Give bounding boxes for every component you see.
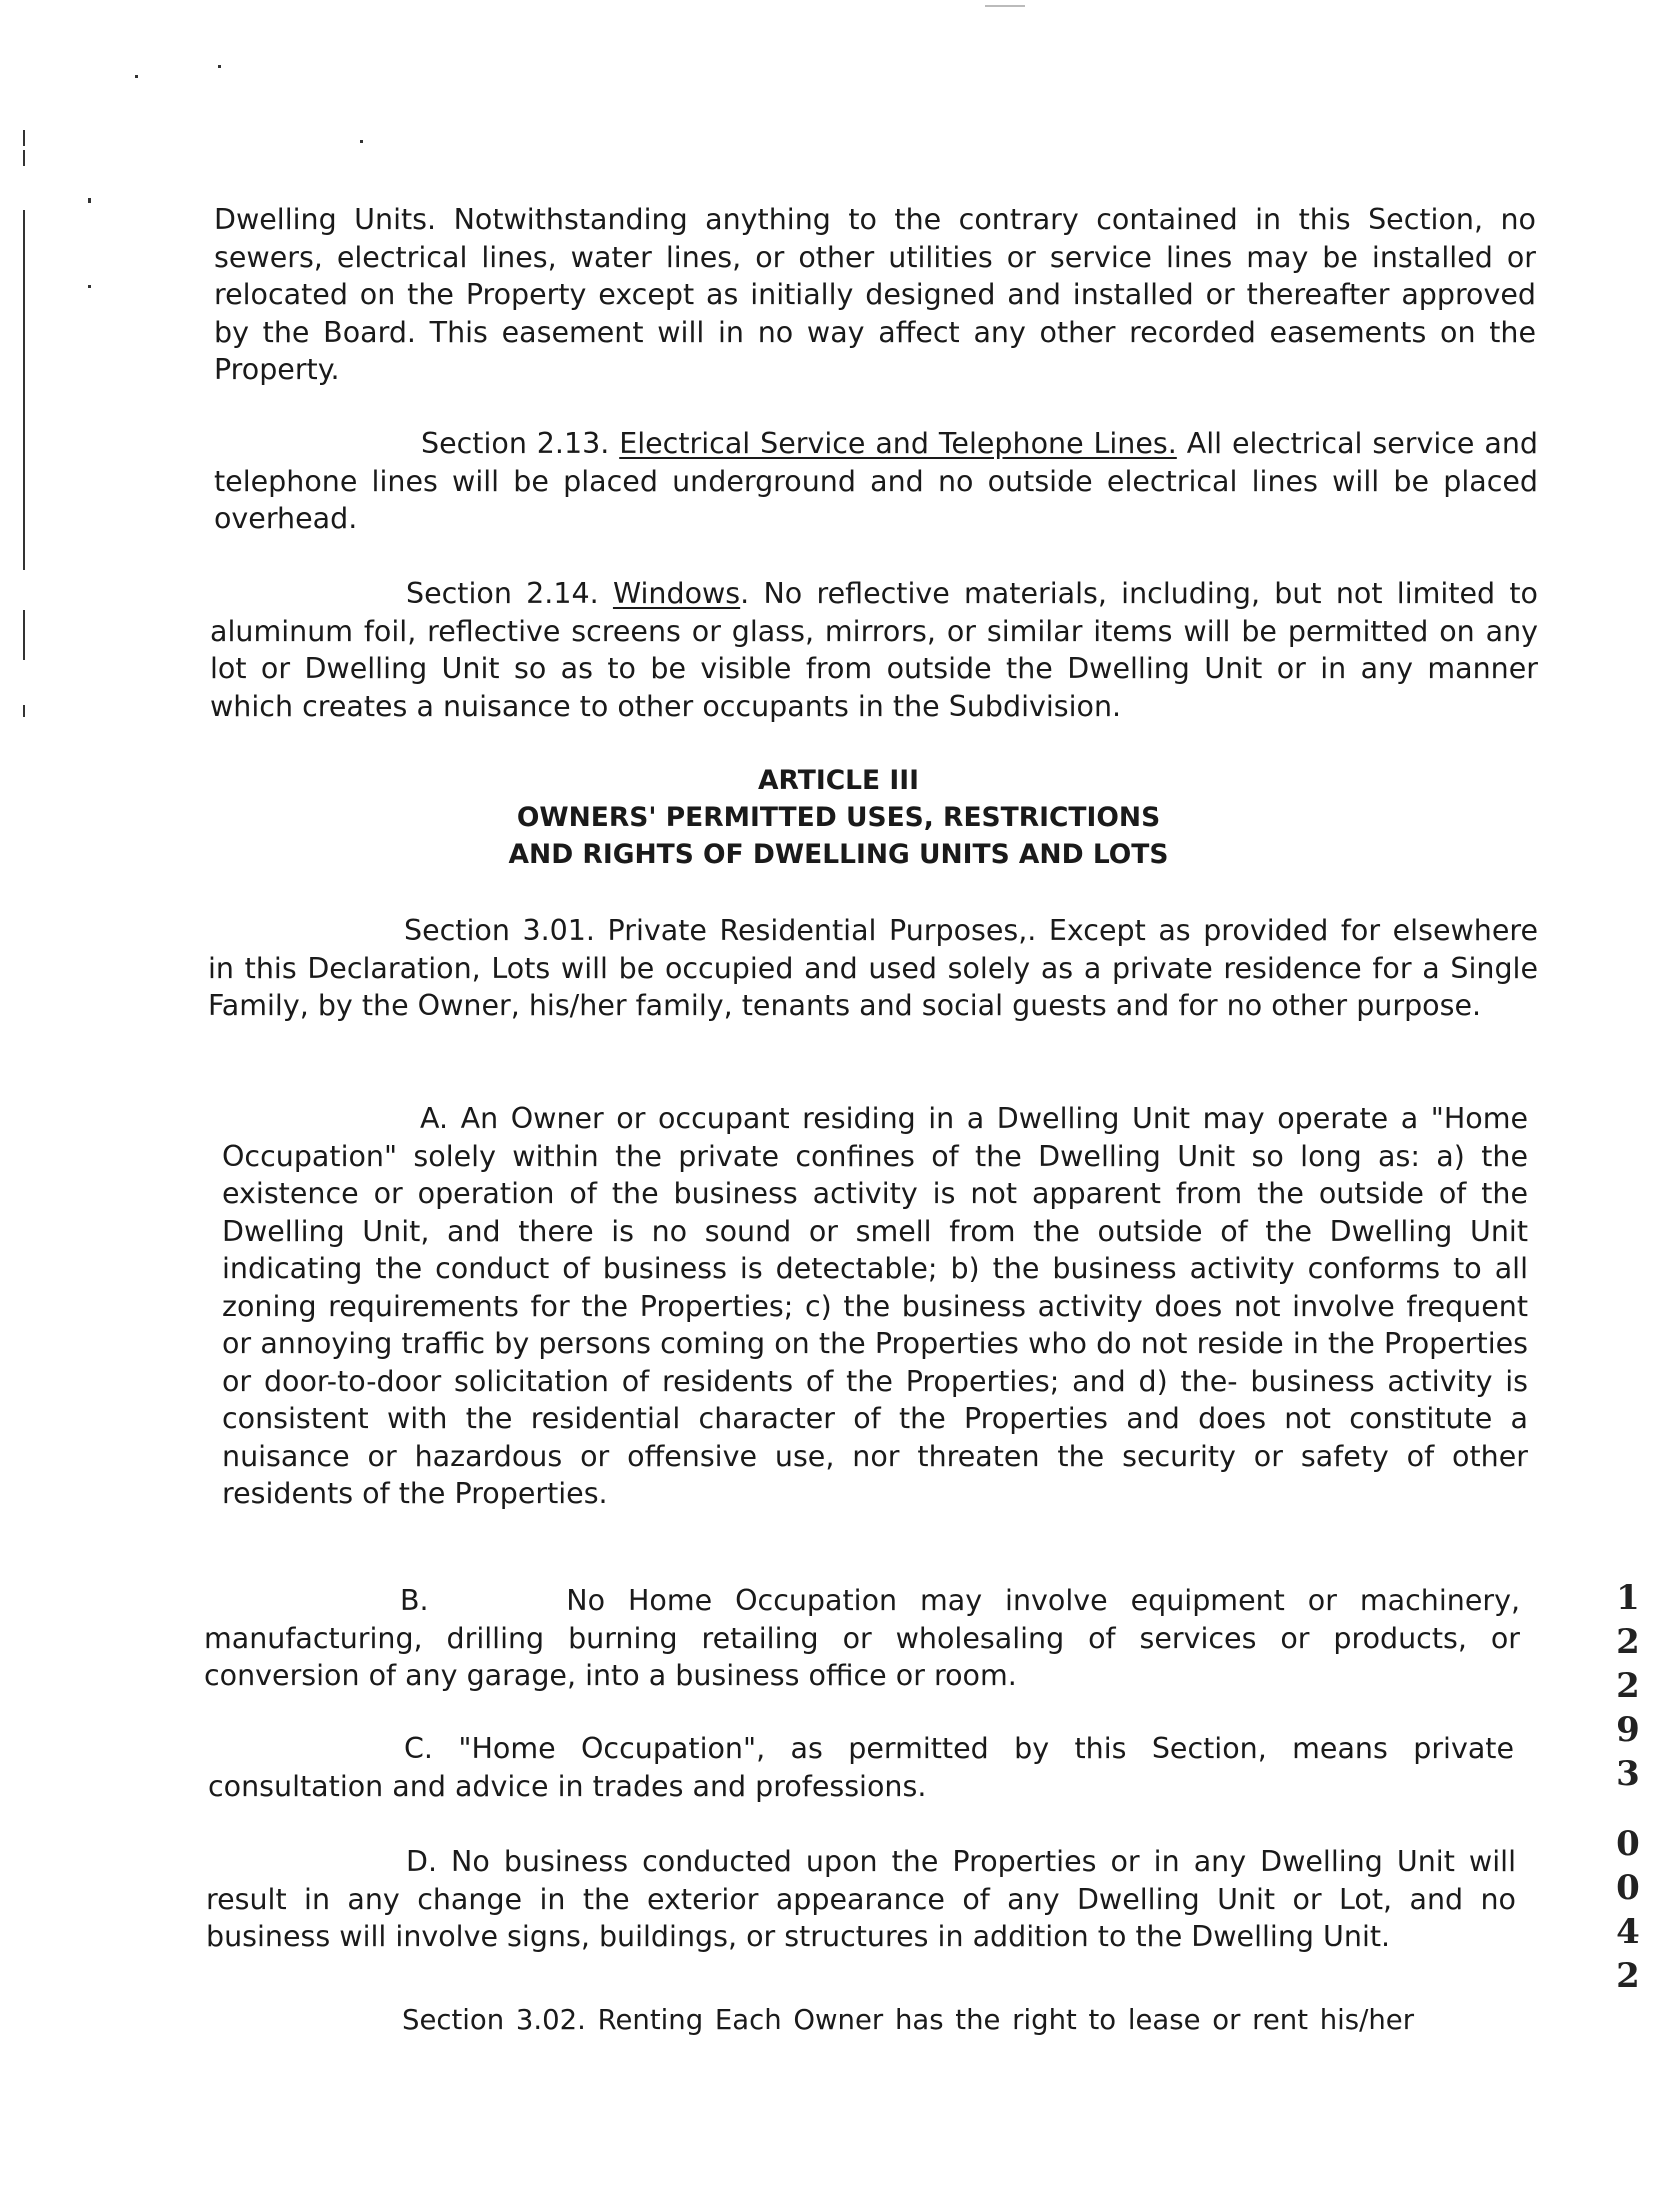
section-body: . No reflective materials, including, but not limited to aluminum foil, reflective screens or glass, mirrors, or similar items will be permitted on any lot or Dwelling Unit so as to be visible from outside the Dwelling Unit or in any manner which creates a nuisance to other occupants in the Subdivision. xyxy=(210,577,1538,723)
article-title-line-2: AND RIGHTS OF DWELLING UNITS AND LOTS xyxy=(508,839,1169,870)
scan-mark xyxy=(985,5,1025,7)
scan-mark xyxy=(360,140,363,143)
article-heading xyxy=(0,762,1677,873)
paragraph-dwelling-units: Dwelling Units. Notwithstanding anything to the contrary contained in this Section, no sewers, electrical lines, water lines, or other utilities or service lines may be installed or relocated on the Property except as initially designed and installed or thereafter approved by the Board. This easement will in no way affect any other recorded easements on the Property. xyxy=(214,203,1536,386)
section-title: Electrical Service and Telephone Lines. xyxy=(619,427,1177,460)
section-3-01 xyxy=(208,912,1538,1025)
item-c-definition: C. "Home Occupation", as permitted by this Section, means private consultation and advice in trades and professions. xyxy=(208,1732,1514,1803)
scan-mark xyxy=(135,75,138,78)
section-number: Section 2.13. xyxy=(421,427,610,460)
item-d-exterior: D. No business conducted upon the Properties or in any Dwelling Unit will result in any change in the exterior appearance of any Dwelling Unit or Lot, and no business will involve signs, buildings, or structures in addition to the Dwelling Unit. xyxy=(206,1845,1516,1953)
section-2-14 xyxy=(210,575,1538,725)
stamp-digit: 2 xyxy=(1616,1956,1640,1996)
item-a-home-occupation: A. An Owner or occupant residing in a Dwelling Unit may operate a "Home Occupation" solely within the private confines of the Dwelling Unit so long as: a) the existence or operation of the business activity is not apparent from the outside of the Dwelling Unit, and there is no sound or smell from the outside of the Dwelling Unit indicating the conduct of business is detectable; b) the business activity conforms to all zoning requirements for the Properties; c) the business activity does not involve frequent or annoying traffic by persons coming on the Properties who do not reside in the Properties or door-to-door solicitation of residents of the Properties; and d) the- business activity is consistent with the residential character of the Properties and does not constitute a nuisance or hazardous or offensive use, nor threaten the security or safety of other residents of the Properties. xyxy=(222,1102,1528,1510)
section-number: Section 3.01. xyxy=(404,914,595,947)
article-number: ARTICLE III xyxy=(758,765,919,796)
section-title: Windows xyxy=(612,577,741,610)
scan-mark xyxy=(23,130,25,146)
section-3-02: Section 3.02. Renting Each Owner has the right to lease or rent his/her xyxy=(402,2004,1415,2036)
stamp-digit: 2 xyxy=(1616,1622,1640,1662)
section-body: All electrical service and telephone lines will be placed underground and no outside electrical lines will be placed overhead. xyxy=(214,427,1538,535)
scan-mark xyxy=(88,198,91,203)
scan-mark xyxy=(23,610,25,660)
stamp-digit: 1 xyxy=(1616,1578,1640,1618)
section-2-13 xyxy=(214,425,1538,538)
section-body: Private Residential Purposes,. Except as provided for elsewhere in this Declaration, Lots will be occupied and used solely as a private residence for a Single Family, by the Owner, his/her family, tenants and social guests and for no other purpose. xyxy=(208,914,1539,1022)
stamp-digit: 0 xyxy=(1616,1868,1640,1908)
recording-number-stamp xyxy=(1610,1576,1646,1998)
item-b-restrictions: B. No Home Occupation may involve equipment or machinery, manufacturing, drilling burning retailing or wholesaling of services or products, or conversion of any garage, into a business office or room. xyxy=(204,1584,1530,1692)
stamp-digit: 4 xyxy=(1616,1912,1640,1952)
stamp-digit: 9 xyxy=(1616,1710,1640,1750)
article-title-line-1: OWNERS' PERMITTED USES, RESTRICTIONS xyxy=(516,802,1161,833)
stamp-digit: 2 xyxy=(1616,1666,1640,1706)
stamp-digit: 0 xyxy=(1616,1824,1640,1864)
scan-mark xyxy=(23,705,25,717)
scan-mark xyxy=(218,65,221,68)
scan-mark xyxy=(88,285,91,288)
scan-mark xyxy=(23,150,25,166)
scan-mark xyxy=(23,210,25,570)
stamp-digit: 3 xyxy=(1616,1754,1640,1794)
section-number: Section 2.14. xyxy=(406,577,599,610)
